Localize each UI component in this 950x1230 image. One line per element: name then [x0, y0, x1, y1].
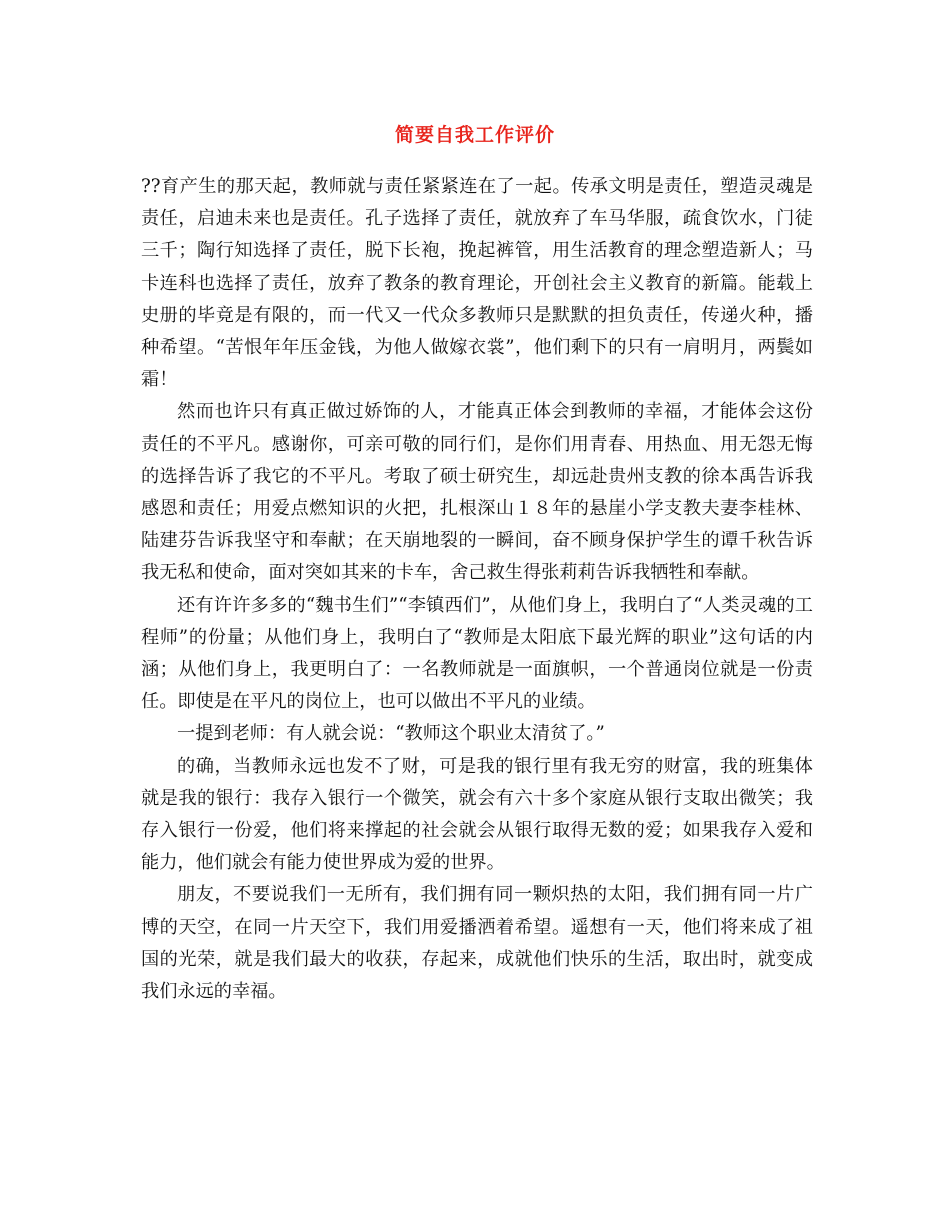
page-title: 简要自我工作评价 [394, 124, 555, 146]
paragraph: 朋友，不要说我们一无所有，我们拥有同一颗炽热的太阳，我们拥有同一片广博的天空，在同一片天空下，我们用爱播洒着希望。遥想有一天，他们将来成了祖国的光荣，就是我们最大的收获，存起来，成就他们快乐的生活，取出时，就变成我们永远的幸福。 [141, 884, 813, 1003]
paragraph: 一提到老师：有人就会说：“教师这个职业太清贫了。” [177, 723, 605, 745]
paragraph: ??育产生的那天起，教师就与责任紧紧连在了一起。传承文明是责任，塑造灵魂是责任，启迪未来也是责任。孔子选择了责任，就放弃了车马华服，疏食饮水，门徒三千；陶行知选择了责任，脱下长袍，挽起裤管，用生活教育的理念塑造新人；马卡连科也选择了责任，放弃了教条的教育理论，开创社会主义教育的新篇。能载上史册的毕竟是有限的，而一代又一代众多教师只是默默的担负责任，传递火种，播种希望。“苦恨年年压金钱，为他人做嫁衣裳”，他们剩下的只有一肩明月，两鬓如霜！ [141, 176, 813, 391]
paragraph: 还有许许多多的“魏书生们”“李镇西们”，从他们身上，我明白了“人类灵魂的工程师”的份量；从他们身上，我明白了“教师是太阳底下最光辉的职业”这句话的内涵；从他们身上，我更明白了：一名教师就是一面旗帜，一个普通岗位就是一份责任。即使是在平凡的岗位上，也可以做出不平凡的业绩。 [141, 594, 813, 713]
paragraph: 然而也许只有真正做过娇饰的人，才能真正体会到教师的幸福，才能体会这份责任的不平凡。感谢你，可亲可敬的同行们，是你们用青春、用热血、用无怨无悔的选择告诉了我它的不平凡。考取了硕士研究生，却远赴贵州支教的徐本禹告诉我感恩和责任；用爱点燃知识的火把，扎根深山１８年的悬崖小学支教夫妻李桂林、陆建芬告诉我坚守和奉献；在天崩地裂的一瞬间，奋不顾身保护学生的谭千秋告诉我无私和使命，面对突如其来的卡车，舍己救生得张莉莉告诉我牺牲和奉献。 [141, 401, 813, 584]
document-body [141, 171, 813, 1008]
paragraph: 的确，当教师永远也发不了财，可是我的银行里有我无穷的财富，我的班集体就是我的银行：我存入银行一个微笑，就会有六十多个家庭从银行支取出微笑；我存入银行一份爱，他们将来撑起的社会就会从银行取得无数的爱；如果我存入爱和能力，他们就会有能力使世界成为爱的世界。 [141, 755, 813, 874]
